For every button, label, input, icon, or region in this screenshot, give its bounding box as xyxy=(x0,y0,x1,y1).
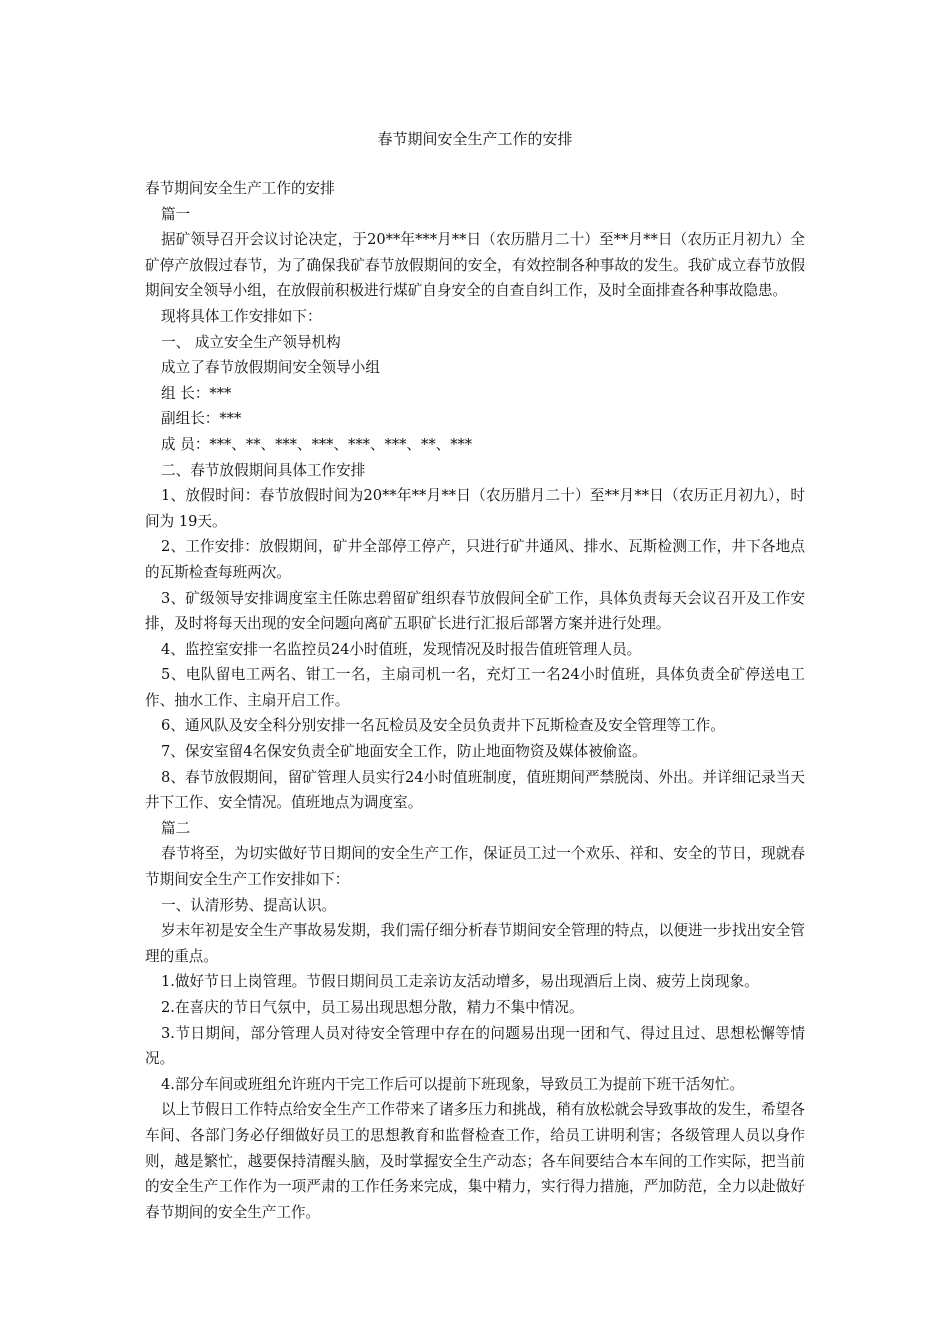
paragraph: 1、放假时间：春节放假时间为20**年**月**日（农历腊月二十）至**月**日（农历正月初九），时间为 19天。 xyxy=(145,487,805,530)
paragraph: 以上节假日工作特点给安全生产工作带来了诸多压力和挑战，稍有放松就会导致事故的发生，希望各车间、各部门务必仔细做好员工的思想教育和监督检查工作，给员工讲明利害；各级管理人员以身作则，越是繁忙，越要保持清醒头脑，及时掌握安全生产动态；各车间要结合本车间的工作实际，把当前的安全生产工作作为一项严肃的工作任务来完成，集中精力，实行得力措施，严加防范，全力以赴做好春节期间的安全生产工作。 xyxy=(145,1101,805,1221)
paragraph: 4、监控室安排一名监控员24小时值班，发现情况及时报告值班管理人员。 xyxy=(161,640,642,658)
paragraph: 1.做好节日上岗管理。节假日期间员工走亲访友活动增多，易出现酒后上岗、疲劳上岗现象。 xyxy=(161,973,759,991)
paragraph: 篇一 xyxy=(161,205,191,223)
paragraph: 2、工作安排：放假期间，矿井全部停工停产，只进行矿井通风、排水、瓦斯检测工作，井下各地点的瓦斯检查每班两次。 xyxy=(145,538,805,581)
document-body xyxy=(145,176,805,1225)
paragraph: 7、保安室留4名保安负责全矿地面安全工作，防止地面物资及媒体被偷盗。 xyxy=(161,743,647,761)
paragraph: 成立了春节放假期间安全领导小组 xyxy=(161,359,380,377)
paragraph: 4.部分车间或班组允许班内干完工作后可以提前下班现象，导致员工为提前下班干活匆忙。 xyxy=(161,1075,745,1093)
paragraph: 2.在喜庆的节日气氛中，员工易出现思想分散，精力不集中情况。 xyxy=(161,999,584,1016)
document-title: 春节期间安全生产工作的安排 xyxy=(377,130,573,148)
paragraph: 篇二 xyxy=(161,819,191,837)
paragraph: 春节将至，为切实做好节日期间的安全生产工作，保证员工过一个欢乐、祥和、安全的节日，现就春节期间安全生产工作安排如下： xyxy=(145,845,805,889)
paragraph: 组 长：*** xyxy=(161,384,232,402)
paragraph: 8、春节放假期间，留矿管理人员实行24小时值班制度，值班期间严禁脱岗、外出。并详细记录当天井下工作、安全情况。值班地点为调度室。 xyxy=(145,768,805,812)
paragraph: 现将具体工作安排如下： xyxy=(161,307,322,325)
paragraph: 春节期间安全生产工作的安排 xyxy=(145,180,335,197)
paragraph: 据矿领导召开会议讨论决定，于20**年***月**日（农历腊月二十）至**月**日（农历正月初九）全矿停产放假过春节，为了确保我矿春节放假期间的安全，有效控制各种事故的发生。我矿成立春节放假期间安全领导小组，在放假前积极进行煤矿自身安全的自查自纠工作，及时全面排查各种事故隐患。 xyxy=(145,231,805,300)
paragraph: 3.节日期间，部分管理人员对待安全管理中存在的问题易出现一团和气、得过且过、思想松懈等情况。 xyxy=(145,1024,805,1068)
paragraph: 一、认清形势、提高认识。 xyxy=(161,896,337,914)
paragraph: 5、电队留电工两名、钳工一名，主扇司机一名，充灯工一名24小时值班，具体负责全矿停送电工作、抽水工作、主扇开启工作。 xyxy=(145,666,805,709)
paragraph: 3、矿级领导安排调度室主任陈忠碧留矿组织春节放假间全矿工作，具体负责每天会议召开及工作安排，及时将每天出现的安全问题向离矿五职矿长进行汇报后部署方案并进行处理。 xyxy=(145,589,805,633)
paragraph: 副组长：*** xyxy=(161,410,242,428)
paragraph: 一、 成立安全生产领导机构 xyxy=(161,333,341,351)
paragraph: 6、通风队及安全科分别安排一名瓦检员及安全员负责井下瓦斯检查及安全管理等工作。 xyxy=(161,717,725,735)
paragraph: 二、春节放假期间具体工作安排 xyxy=(161,461,366,479)
paragraph: 成 员：***、**、***、***、***、***、**、*** xyxy=(161,435,473,453)
paragraph: 岁末年初是安全生产事故易发期，我们需仔细分析春节期间安全管理的特点，以便进一步找出安全管理的重点。 xyxy=(145,922,805,965)
